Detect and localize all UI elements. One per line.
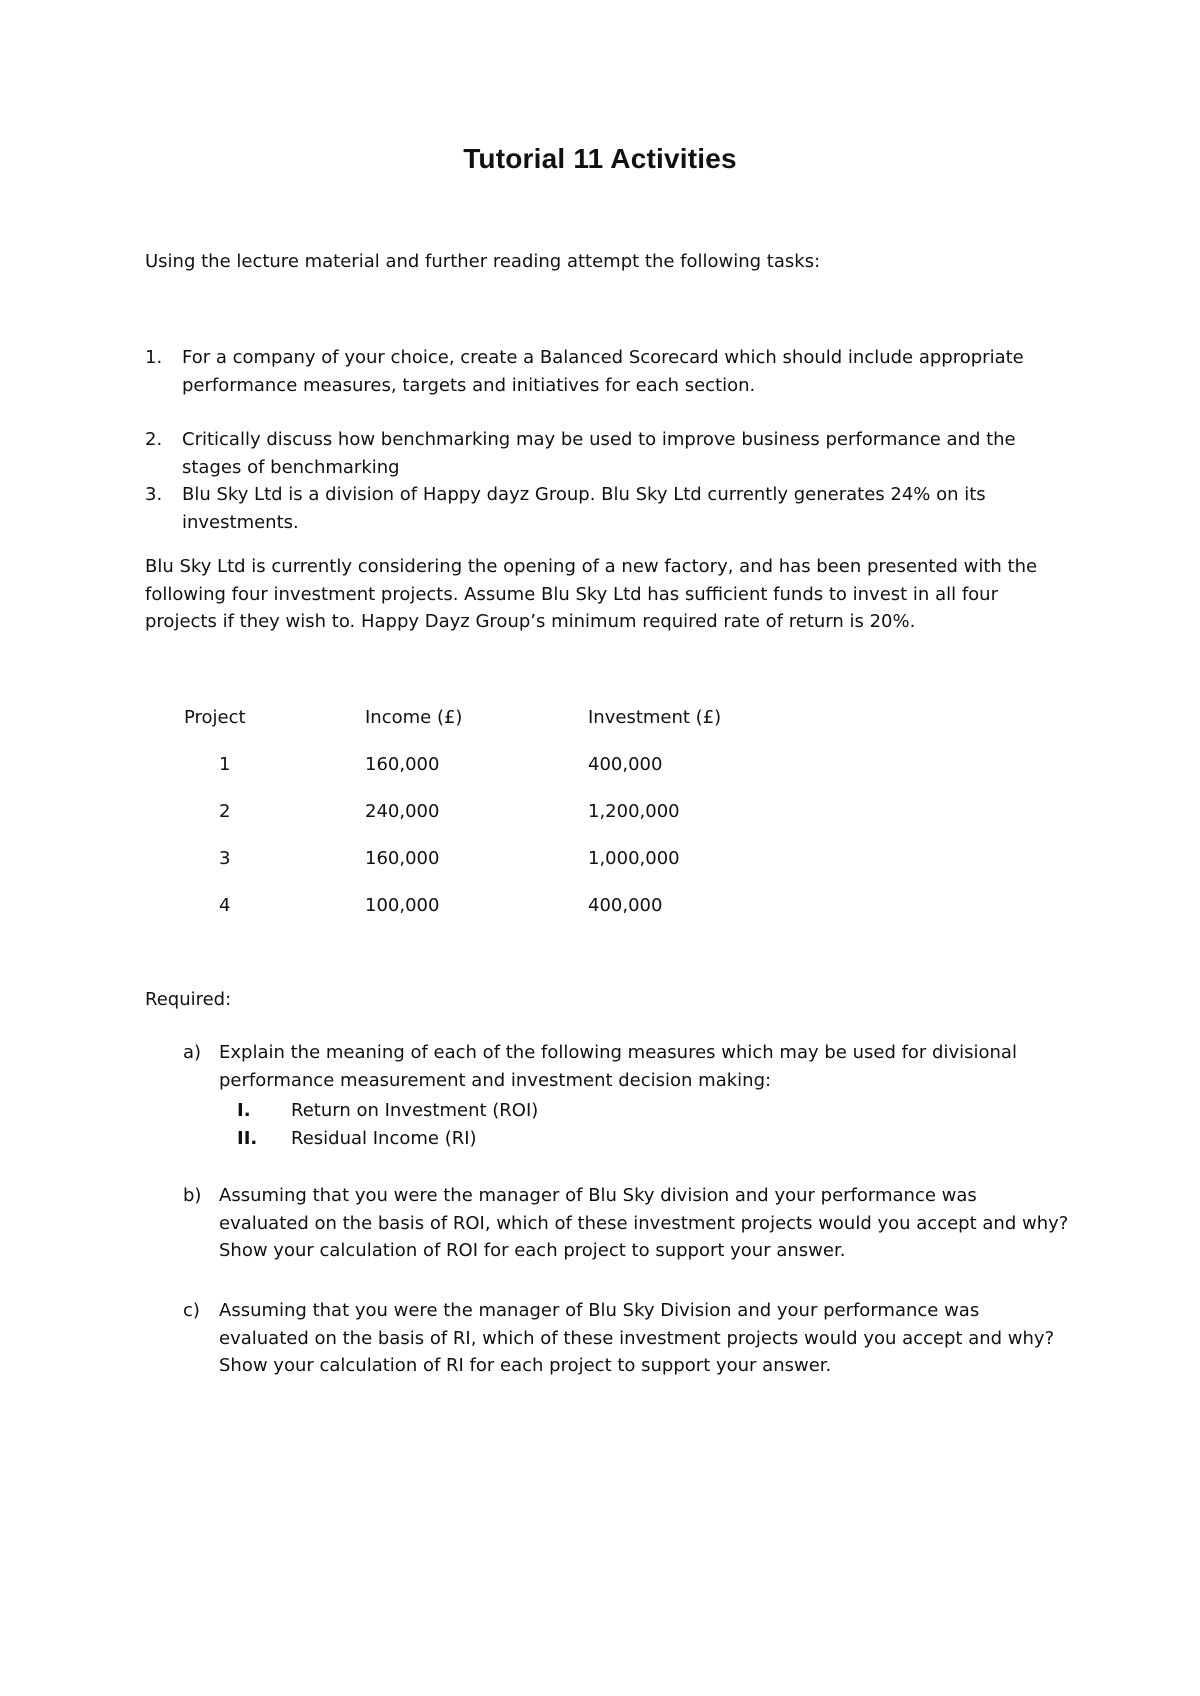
investment-cell: 400,000 (588, 754, 663, 775)
income-cell: 160,000 (365, 754, 440, 775)
income-cell: 160,000 (365, 848, 440, 869)
table-row (0, 892, 1200, 920)
intro-text: Using the lecture material and further reading attempt the following tasks: (145, 251, 821, 272)
roman-marker: I. (237, 1100, 251, 1121)
sub-list-item-text: Return on Investment (ROI) (291, 1100, 539, 1121)
scenario-paragraph: Blu Sky Ltd is currently considering the opening of a new factory, and has been presented with the following four investment projects. Assume Blu Sky Ltd has sufficient funds to invest in all four projects if they wish to. Happy Dayz Group’s minimum required rate of return is 20%. (145, 556, 1038, 632)
required-label: Required: (145, 989, 232, 1010)
project-cell: 4 (219, 895, 231, 916)
project-cell: 2 (219, 801, 231, 822)
list-item-text: Assuming that you were the manager of Blu Sky division and your performance was evaluated on the basis of ROI, which of these investment projects would you accept and why? Show your calculation of ROI for each project to support your answer. (219, 1185, 1069, 1261)
sub-list-item (219, 1125, 819, 1153)
page-title: Tutorial 11 Activities (463, 143, 737, 174)
sub-list-item (219, 1097, 819, 1125)
roman-marker: II. (237, 1128, 258, 1149)
list-marker: a) (183, 1042, 202, 1063)
projects-table (0, 704, 1200, 924)
table-row (0, 751, 1200, 779)
project-cell: 1 (219, 754, 231, 775)
column-header-income: Income (£) (365, 707, 463, 728)
list-item-text: Blu Sky Ltd is a division of Happy dayz Group. Blu Sky Ltd currently generates 24% on its investments. (182, 484, 986, 533)
list-marker: 2. (145, 429, 163, 450)
income-cell: 240,000 (365, 801, 440, 822)
table-header-row (0, 704, 1200, 732)
list-marker: c) (183, 1300, 200, 1321)
table-row (0, 798, 1200, 826)
investment-cell: 400,000 (588, 895, 663, 916)
list-item-text: For a company of your choice, create a Balanced Scorecard which should include appropriate performance measures, targets and initiatives for each section. (182, 347, 1024, 396)
project-cell: 3 (219, 848, 231, 869)
list-item-text: Explain the meaning of each of the following measures which may be used for divisional performance measurement and investment decision making: (219, 1042, 1017, 1091)
list-marker: b) (183, 1185, 202, 1206)
column-header-project: Project (184, 707, 246, 728)
list-item-text: Critically discuss how benchmarking may be used to improve business performance and the stages of benchmarking (182, 429, 1016, 478)
investment-cell: 1,000,000 (588, 848, 680, 869)
income-cell: 100,000 (365, 895, 440, 916)
list-item-text: Assuming that you were the manager of Blu Sky Division and your performance was evaluated on the basis of RI, which of these investment projects would you accept and why? Show your calculation of RI for each project to support your answer. (219, 1300, 1055, 1376)
table-row (0, 845, 1200, 873)
sub-list-item-text: Residual Income (RI) (291, 1128, 477, 1149)
list-marker: 1. (145, 347, 163, 368)
investment-cell: 1,200,000 (588, 801, 680, 822)
column-header-investment: Investment (£) (588, 707, 722, 728)
list-marker: 3. (145, 484, 163, 505)
